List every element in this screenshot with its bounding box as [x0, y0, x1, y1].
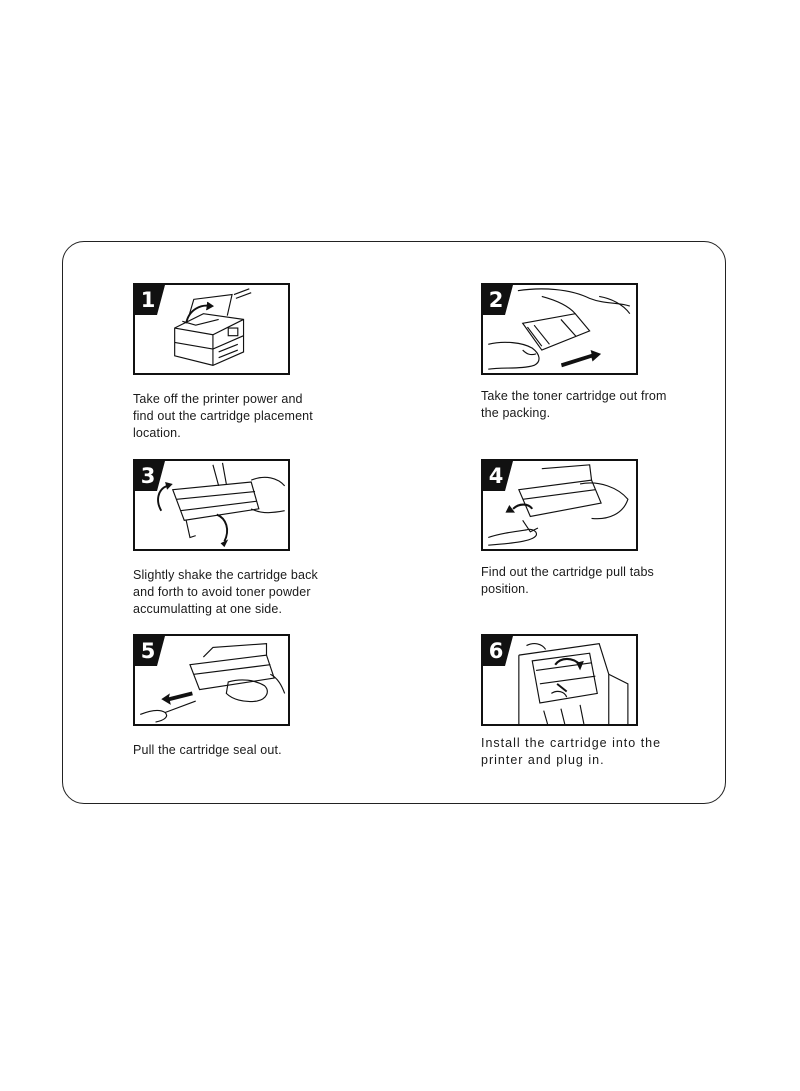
step-2-badge [483, 285, 513, 315]
step-4-illustration [481, 459, 638, 551]
step-4-caption: Find out the cartridge pull tabs position. [481, 565, 654, 596]
step-6-number: 6 [488, 639, 504, 663]
step-3-number: 3 [140, 464, 156, 488]
step-6-badge [483, 636, 513, 666]
step-3-caption: Slightly shake the cartridge back and forth to avoid toner powder accumulatting at one side. [133, 568, 318, 616]
step-2-number: 2 [488, 288, 504, 312]
step-6-caption: Install the cartridge into the printer and plug in. [481, 736, 662, 767]
step-2-illustration [481, 283, 638, 375]
step-4-number: 4 [488, 464, 504, 488]
step-1-number: 1 [140, 288, 156, 312]
step-1-badge [135, 285, 165, 315]
step-5-illustration [133, 634, 290, 726]
step-5-badge [135, 636, 165, 666]
step-3-badge [135, 461, 165, 491]
step-1-illustration [133, 283, 290, 375]
step-6-illustration [481, 634, 638, 726]
step-3-illustration [133, 459, 290, 551]
step-2-caption: Take the toner cartridge out from the packing. [481, 389, 667, 420]
step-5-number: 5 [140, 639, 156, 663]
step-1-caption: Take off the printer power and find out the cartridge placement location. [133, 392, 313, 440]
step-5-caption: Pull the cartridge seal out. [133, 743, 282, 757]
step-4-badge [483, 461, 513, 491]
